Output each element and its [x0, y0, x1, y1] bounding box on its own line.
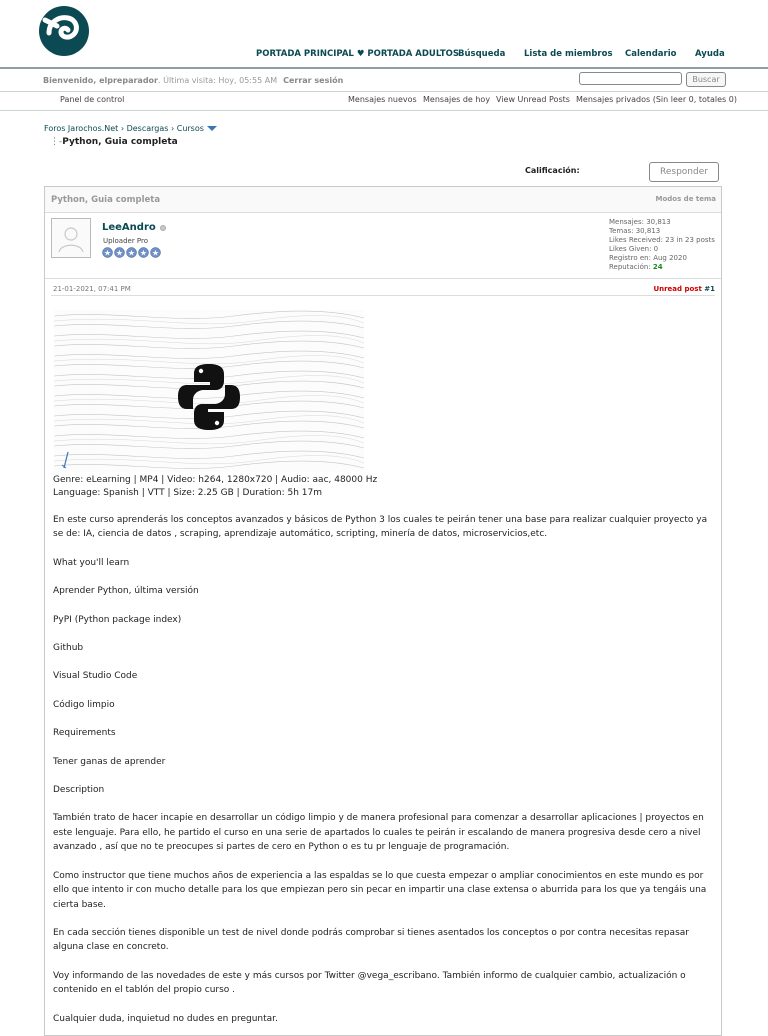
- new-posts-link[interactable]: Mensajes nuevos: [348, 95, 417, 104]
- breadcrumb[interactable]: [44, 124, 217, 133]
- post-paragraph: También trato de hacer incapie en desarrollar un código limpio y de manera profesional para comenzar a desarrollar aplicaciones | proyectos en este lenguaje. Para ello, he partido el curso en una serie de apartados lo cuales te peirán ir escalando de manera progresiva desde cero a nivel avanzado , así que no te preocupes si partes de cero en Python o es tu pr lenguaje de programación.: [53, 813, 704, 853]
- svg-text:★: ★: [127, 248, 136, 258]
- stat-messages: Mensajes: 30,813: [609, 218, 671, 226]
- svg-text:★: ★: [103, 248, 112, 258]
- post-header: [45, 187, 721, 213]
- thread-modes-link[interactable]: Modos de tema: [655, 195, 716, 203]
- stat-likes-given: Likes Given: 0: [609, 245, 659, 253]
- course-thumbnail-image[interactable]: [54, 310, 364, 472]
- last-visit: . Última visita: Hoy, 05:55 AM: [158, 76, 278, 85]
- post-number-link[interactable]: #1: [704, 285, 715, 293]
- post-paragraph: Requirements: [53, 728, 116, 739]
- tree-branch-icon: ⋮-: [50, 137, 63, 147]
- divider: [51, 295, 715, 296]
- welcome-bar: [0, 67, 768, 92]
- reply-button[interactable]: Responder: [649, 162, 719, 182]
- unread-posts-link[interactable]: View Unread Posts: [496, 95, 570, 104]
- page-title: ⋮-Python, Guia completa: [50, 137, 178, 147]
- reputation-value: 24: [652, 263, 663, 271]
- nav-members-link[interactable]: Lista de miembros: [524, 49, 613, 59]
- user-silhouette-icon: [52, 219, 90, 257]
- welcome-text: [43, 76, 343, 85]
- post-paragraph: Tener ganas de aprender: [53, 756, 166, 767]
- offline-status-icon: [160, 225, 166, 231]
- stat-likes-received: Likes Received: 23 in 23 posts: [609, 236, 715, 244]
- nav-help-link[interactable]: Ayuda: [695, 49, 725, 59]
- post-paragraph: Aprender Python, última versión: [53, 586, 199, 597]
- post-paragraph: Cualquier duda, inquietud no dudes en preguntar.: [53, 1013, 278, 1024]
- welcome-user[interactable]: Bienvenido, elpreparador: [43, 76, 158, 85]
- post-paragraph: En este curso aprenderás los conceptos avanzados y básicos de Python 3 los cuales te peirán tener una base para realizar cualquier proyecto ya se de: IA, ciencia de datos , scraping, aprendizaje automático, scripting, minería de datos, microservicios,etc.: [53, 515, 708, 540]
- svg-text:★: ★: [139, 248, 148, 258]
- search-input[interactable]: [579, 72, 682, 85]
- post-paragraph: Github: [53, 643, 84, 654]
- search-button[interactable]: Buscar: [686, 72, 726, 87]
- unread-label[interactable]: Unread post: [653, 285, 702, 293]
- private-messages-link[interactable]: Mensajes privados (Sin leer 0, totales 0): [576, 95, 737, 104]
- avatar[interactable]: [51, 218, 91, 258]
- nav-home-link[interactable]: PORTADA PRINCIPAL ♥ PORTADA ADULTOS: [256, 49, 459, 59]
- post-paragraph: Voy informando de las novedades de este y más cursos por Twitter @vega_escribano. También informo de cualquier cambio, actualización o contenido en el tablón del propio curso .: [53, 970, 686, 996]
- chevron-down-icon[interactable]: [207, 126, 217, 131]
- rating-label: Calificación:: [525, 166, 580, 175]
- meta-line: Genre: eLearning | MP4 | Video: h264, 1280x720 | Audio: aac, 48000 Hz: [53, 475, 378, 485]
- breadcrumb-path[interactable]: Foros Jarochos.Net › Descargas › Cursos: [44, 124, 204, 133]
- user-stats: [609, 218, 715, 272]
- svg-text:★: ★: [115, 248, 124, 258]
- nav-search-link[interactable]: Búsqueda: [458, 49, 506, 59]
- post-date: 21-01-2021, 07:41 PM: [53, 285, 131, 293]
- post-paragraph: Description: [53, 785, 105, 796]
- stat-registered: Registro en: Aug 2020: [609, 254, 687, 262]
- post-body: [53, 513, 717, 1026]
- post-header-title: Python, Guia completa: [51, 195, 161, 205]
- rank-stars-icon: [102, 247, 162, 258]
- stat-reputation: Reputación: 24: [609, 263, 663, 271]
- top-navigation: [0, 49, 768, 63]
- logout-link[interactable]: Cerrar sesión: [283, 76, 344, 85]
- meta-line: Language: Spanish | VTT | Size: 2.25 GB | Duration: 5h 17m: [53, 488, 323, 498]
- username-link[interactable]: LeeAndro: [102, 222, 156, 233]
- post-paragraph: PyPI (Python package index): [53, 614, 182, 625]
- divider: [45, 278, 721, 279]
- course-meta: [53, 474, 377, 500]
- stat-topics: Temas: 30,813: [609, 227, 661, 235]
- post-paragraph: Como instructor que tiene muchos años de experiencia a las espaldas se lo que cuesta empezar o ampliar conocimientos en este mundo es por ello que intento ir con mucho detalle para los que empiezan pero sin pecar en impartir una clase extensa o aburrida para los que ya tengáis una cierta base.: [53, 870, 707, 910]
- post-paragraph: What you'll learn: [53, 557, 130, 568]
- post-paragraph: En cada sección tienes disponible un test de nivel donde podrás comprobar si tienes asentados los conceptos o por contra necesitas repasar alguna clase en concreto.: [53, 927, 689, 953]
- post-paragraph: Código limpio: [53, 699, 115, 710]
- nav-calendar-link[interactable]: Calendario: [625, 49, 677, 59]
- post-number: [653, 285, 715, 293]
- user-nav-bar: [0, 90, 768, 111]
- post-container: [44, 186, 722, 1036]
- user-title: Uploader Pro: [103, 237, 149, 245]
- control-panel-link[interactable]: Panel de control: [60, 95, 125, 104]
- post-paragraph: Visual Studio Code: [53, 671, 138, 682]
- today-posts-link[interactable]: Mensajes de hoy: [423, 95, 491, 104]
- svg-text:★: ★: [151, 248, 160, 258]
